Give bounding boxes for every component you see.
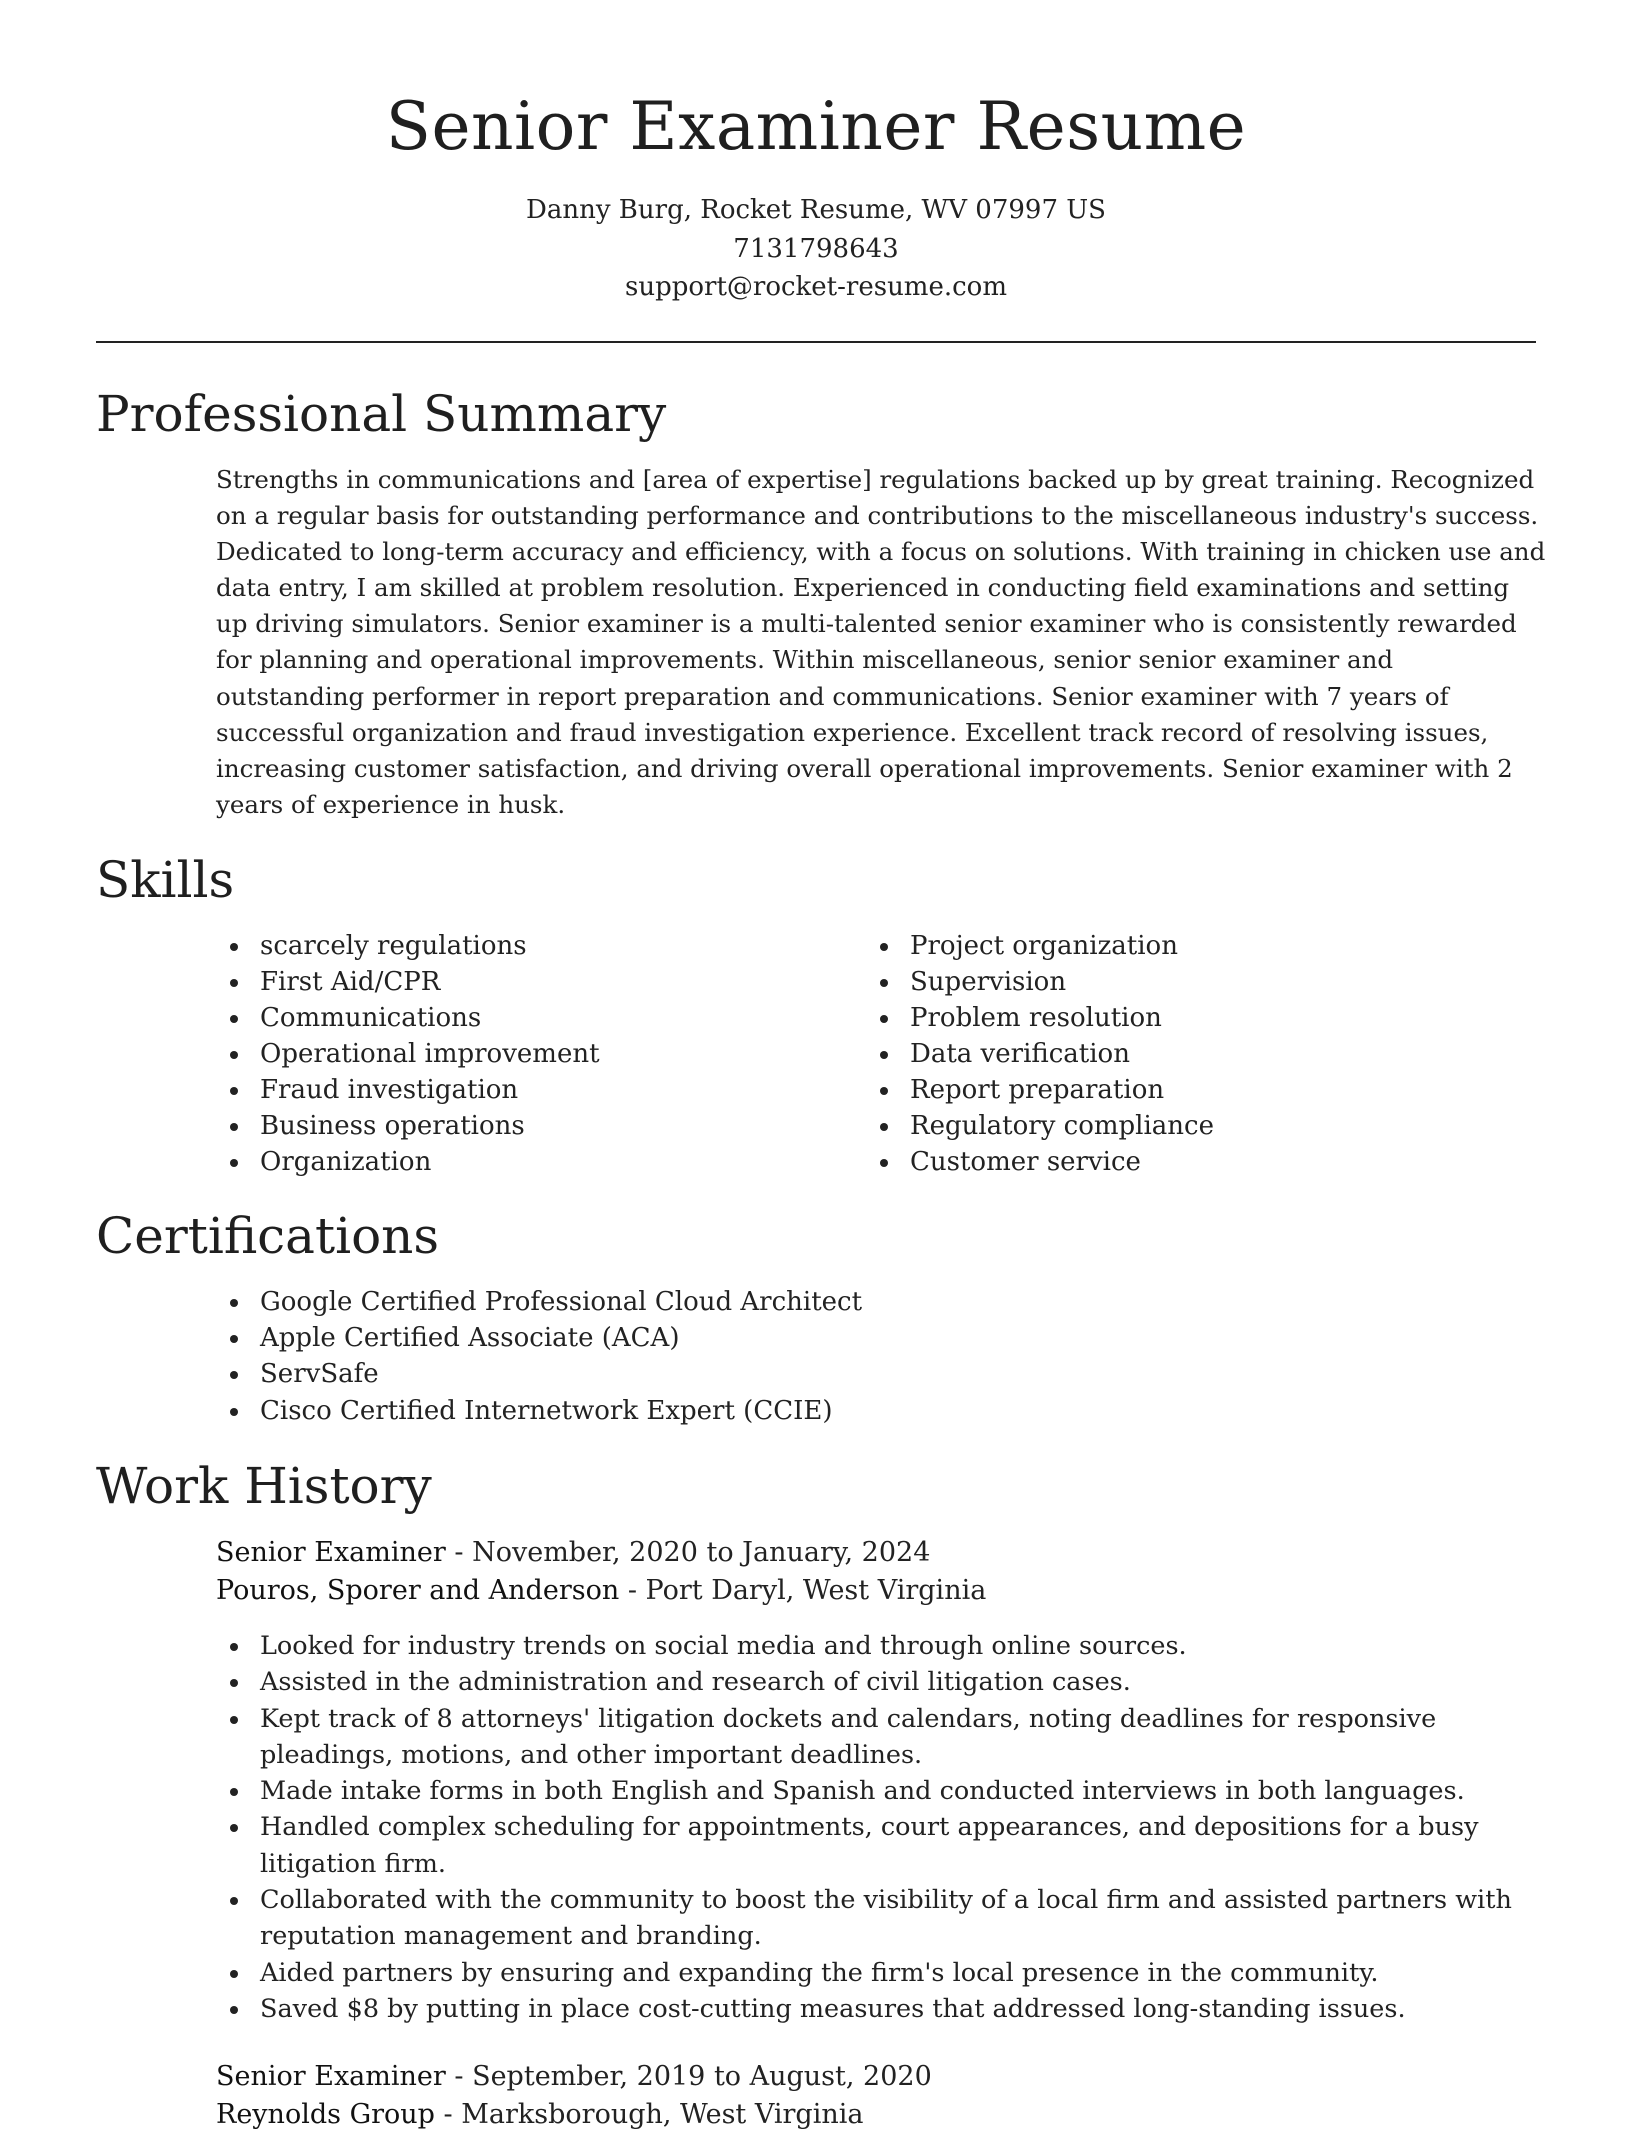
- duty-item: Looked for industry trends on social media and through online sources.: [216, 1628, 1546, 1664]
- duty-item: Kept track of 8 attorneys' litigation dockets and calendars, noting deadlines for responsive pleadings, motions, and other important deadlines.: [216, 1701, 1546, 1774]
- job-duties-list: [216, 1628, 1546, 2027]
- contact-email: support@rocket-resume.com: [624, 272, 1007, 302]
- job-title-line: [216, 2058, 932, 2096]
- summary-heading: Professional Summary: [96, 385, 667, 443]
- skill-item: Business operations: [216, 1108, 856, 1144]
- skills-list-left: [216, 928, 856, 1180]
- job-title: Senior Examiner: [216, 1537, 446, 1568]
- skill-item: Fraud investigation: [216, 1072, 856, 1108]
- job-company-line: [216, 1572, 986, 1610]
- summary-text: Strengths in communications and [area of expertise] regulations backed up by great training. Recognized on a regular basis for outstanding performance and contributions to the miscellaneous industry's success. Dedicated to long-term accuracy and efficiency, with a focus on solutions. With training in chicken use and data entry, I am skilled at problem resolution. Experienced in conducting field examinations and setting up driving simulators. Senior examiner is a multi-talented senior examiner who is consistently rewarded for planning and operational improvements. Within miscellaneous, senior senior examiner and outstanding performer in report preparation and communications. Senior examiner with 7 years of successful organization and fraud investigation experience. Excellent track record of resolving issues, increasing customer satisfaction, and driving overall operational improvements. Senior examiner with 2 years of experience in husk.: [216, 465, 1546, 819]
- duty-item: Collaborated with the community to boost the visibility of a local firm and assisted partners with reputation management and branding.: [216, 1882, 1546, 1955]
- skill-item: First Aid/CPR: [216, 964, 856, 1000]
- certifications-heading: Certifications: [96, 1207, 440, 1265]
- certification-item: Apple Certified Associate (ACA): [216, 1320, 1516, 1356]
- job-location: - Marksborough, West Virginia: [434, 2099, 864, 2130]
- contact-address: Danny Burg, Rocket Resume, WV 07997 US: [526, 195, 1106, 225]
- skills-list-right: [866, 928, 1526, 1180]
- job-title-line: [216, 1534, 930, 1572]
- skills-heading: Skills: [96, 851, 235, 909]
- job-company: Reynolds Group: [216, 2099, 435, 2130]
- resume-title: Senior Examiner Resume: [385, 88, 1247, 165]
- certification-item: Cisco Certified Internetwork Expert (CCIE): [216, 1393, 1516, 1429]
- skill-item: Project organization: [866, 928, 1526, 964]
- work-history-heading: Work History: [96, 1457, 432, 1515]
- skill-item: Report preparation: [866, 1072, 1526, 1108]
- skill-item: Regulatory compliance: [866, 1108, 1526, 1144]
- job-location: - Port Daryl, West Virginia: [619, 1575, 987, 1606]
- skill-item: Communications: [216, 1000, 856, 1036]
- duty-item: Made intake forms in both English and Spanish and conducted interviews in both languages.: [216, 1773, 1546, 1809]
- contact-phone: 7131798643: [733, 234, 899, 264]
- header-divider: [96, 341, 1536, 343]
- skill-item: Problem resolution: [866, 1000, 1526, 1036]
- duty-item: Assisted in the administration and research of civil litigation cases.: [216, 1664, 1546, 1700]
- job-company: Pouros, Sporer and Anderson: [216, 1575, 620, 1606]
- skill-item: Data verification: [866, 1036, 1526, 1072]
- job-title: Senior Examiner: [216, 2061, 446, 2092]
- duty-item: Aided partners by ensuring and expanding the firm's local presence in the community.: [216, 1955, 1546, 1991]
- skill-item: Customer service: [866, 1144, 1526, 1180]
- skill-item: scarcely regulations: [216, 928, 856, 964]
- duty-item: Handled complex scheduling for appointments, court appearances, and depositions for a busy litigation firm.: [216, 1809, 1546, 1882]
- certification-item: Google Certified Professional Cloud Architect: [216, 1284, 1516, 1320]
- certification-item: ServSafe: [216, 1356, 1516, 1392]
- skill-item: Supervision: [866, 964, 1526, 1000]
- skill-item: Operational improvement: [216, 1036, 856, 1072]
- job-dates: - November, 2020 to January, 2024: [445, 1537, 931, 1568]
- job-dates: - September, 2019 to August, 2020: [445, 2061, 932, 2092]
- duty-item: Saved $8 by putting in place cost-cutting measures that addressed long-standing issues.: [216, 1991, 1546, 2027]
- certifications-list: [216, 1284, 1516, 1429]
- job-company-line: [216, 2096, 863, 2134]
- skill-item: Organization: [216, 1144, 856, 1180]
